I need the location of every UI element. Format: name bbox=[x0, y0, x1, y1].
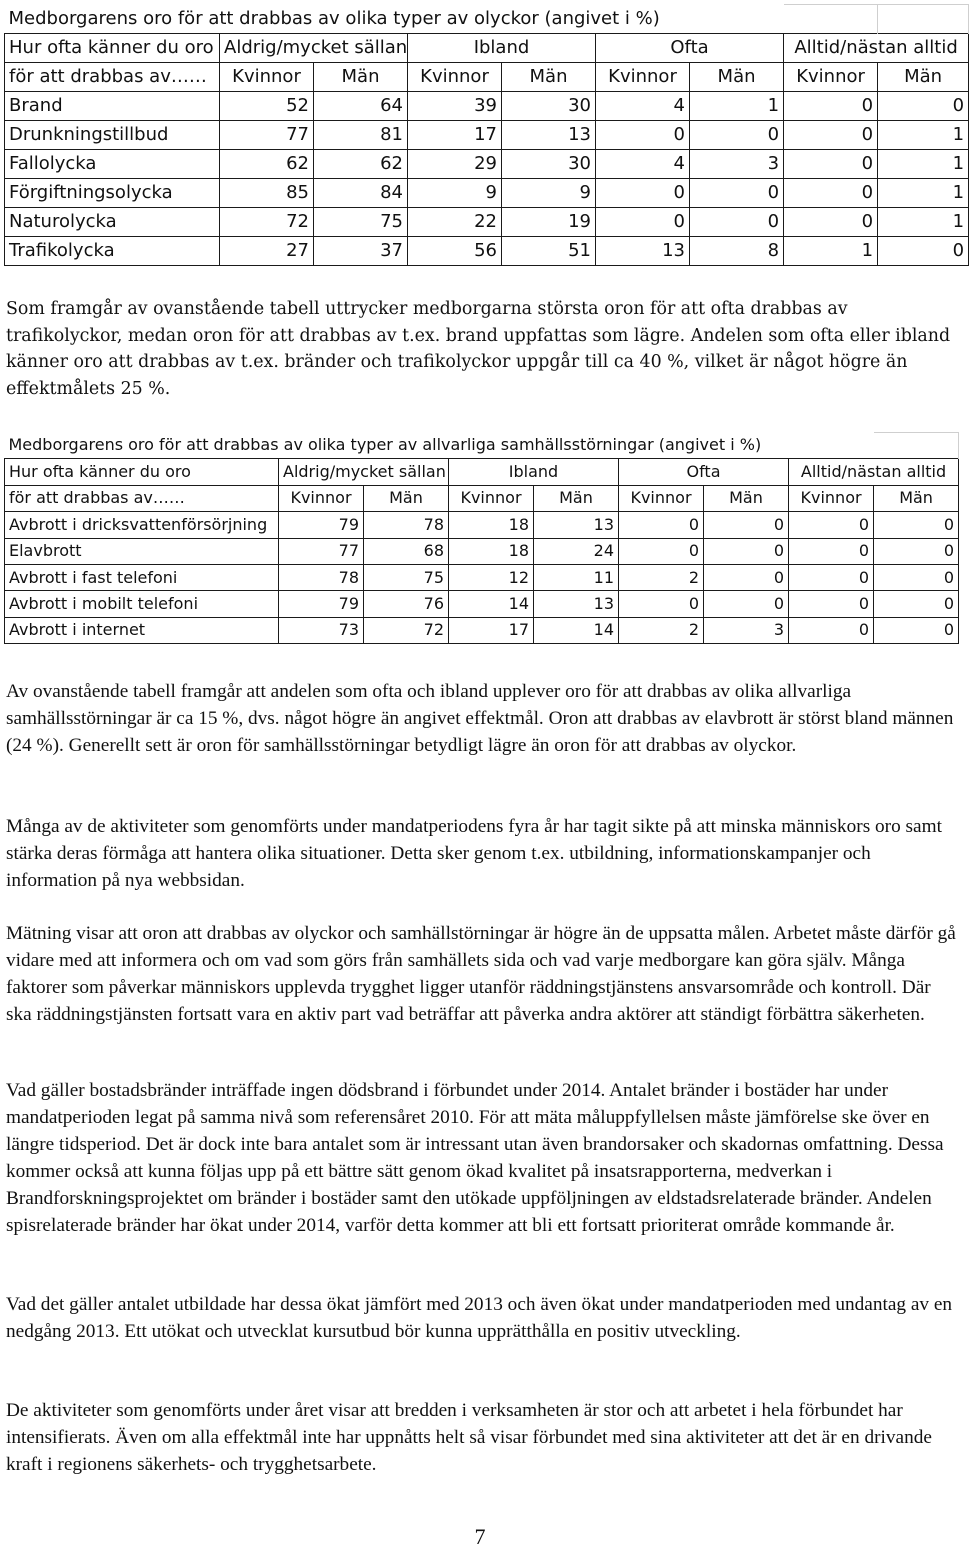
empty-cell bbox=[878, 5, 969, 34]
value-cell: 0 bbox=[704, 512, 789, 538]
value-cell: 84 bbox=[314, 179, 408, 208]
row-label: Avbrott i dricksvattenförsörjning bbox=[5, 512, 279, 538]
table-row bbox=[5, 179, 969, 208]
paragraph: Mätning visar att oron att drabbas av olyckor och samhällstörningar är högre än de uppsatta målen. Arbetet måste därför gå vidare med att informera och om vad som görs från samhällets sida och vad varje medborgare kan göra själv. Många faktorer som påverkar människors upplevda trygghet ligger utanför räddningstjänstens ansvarsområde och kontroll. Där ska räddningstjänsten fortsatt vara en aktiv part vad beträffar att påverka andra aktörer att ständigt förbättra säkerheten. bbox=[6, 923, 956, 1025]
gender-header: Kvinnor bbox=[784, 63, 878, 92]
value-cell: 0 bbox=[874, 564, 959, 590]
table-row bbox=[5, 237, 969, 266]
question-header: för att drabbas av…… bbox=[5, 485, 279, 511]
value-cell: 17 bbox=[408, 121, 502, 150]
row-label: Fallolycka bbox=[5, 150, 220, 179]
value-cell: 0 bbox=[619, 512, 704, 538]
value-cell: 0 bbox=[704, 564, 789, 590]
disruption-worry-table bbox=[4, 432, 959, 644]
value-cell: 1 bbox=[878, 179, 969, 208]
value-cell: 37 bbox=[314, 237, 408, 266]
value-cell: 77 bbox=[279, 538, 364, 564]
gender-header: Kvinnor bbox=[619, 485, 704, 511]
value-cell: 0 bbox=[690, 208, 784, 237]
row-label: Drunkningstillbud bbox=[5, 121, 220, 150]
question-header: Hur ofta känner du oro bbox=[5, 459, 279, 485]
value-cell: 9 bbox=[408, 179, 502, 208]
value-cell: 18 bbox=[449, 538, 534, 564]
paragraph: Många av de aktiviteter som genomförts under mandatperiodens fyra år har tagit sikte på att minska människors oro samt stärka deras förmåga att hantera olika situationer. Detta sker genom t.ex. utbildning, informationskampanjer och information på nya webbsidan. bbox=[6, 816, 942, 891]
value-cell: 3 bbox=[690, 150, 784, 179]
row-label: Brand bbox=[5, 92, 220, 121]
table-row bbox=[5, 92, 969, 121]
frequency-group-header: Aldrig/mycket sällan bbox=[220, 34, 408, 63]
value-cell: 27 bbox=[220, 237, 314, 266]
value-cell: 78 bbox=[279, 564, 364, 590]
value-cell: 13 bbox=[534, 591, 619, 617]
paragraph: Vad gäller bostadsbränder inträffade ingen dödsbrand i förbundet under 2014. Antalet bränder i bostäder har under mandatperioden legat på samma nivå som referensåret 2010. För att mäta måluppfyllelsen måste jämförelse ske över en längre tidsperiod. Det är dock inte bara antalet som är intressant utan även brandorsaker och skadornas omfattning. Dessa kommer också att kunna följas upp på ett bättre sätt genom ökad kvalitet på insatsrapporterna, medverkan i Brandforskningsprojektet om bränder i bostäder samt den utökade uppföljningen av eldstadsrelaterade bränder. Andelen spisrelaterade bränder har ökat under 2014, varför detta kommer att bli ett fortsatt prioriterat område kommande år. bbox=[6, 1080, 944, 1236]
value-cell: 0 bbox=[596, 179, 690, 208]
value-cell: 3 bbox=[704, 617, 789, 643]
value-cell: 0 bbox=[789, 617, 874, 643]
value-cell: 9 bbox=[502, 179, 596, 208]
value-cell: 1 bbox=[784, 237, 878, 266]
value-cell: 81 bbox=[314, 121, 408, 150]
value-cell: 11 bbox=[534, 564, 619, 590]
value-cell: 0 bbox=[704, 538, 789, 564]
value-cell: 0 bbox=[874, 617, 959, 643]
value-cell: 79 bbox=[279, 512, 364, 538]
gender-header: Kvinnor bbox=[449, 485, 534, 511]
value-cell: 0 bbox=[690, 121, 784, 150]
row-label: Avbrott i mobilt telefoni bbox=[5, 591, 279, 617]
value-cell: 72 bbox=[364, 617, 449, 643]
value-cell: 75 bbox=[314, 208, 408, 237]
value-cell: 72 bbox=[220, 208, 314, 237]
value-cell: 30 bbox=[502, 150, 596, 179]
frequency-group-header: Ibland bbox=[408, 34, 596, 63]
table-row bbox=[5, 150, 969, 179]
table-title: Medborgarens oro för att drabbas av olika typer av allvarliga samhällsstörningar (angivet i %) bbox=[8, 435, 762, 455]
value-cell: 29 bbox=[408, 150, 502, 179]
row-label: Förgiftningsolycka bbox=[5, 179, 220, 208]
value-cell: 0 bbox=[690, 179, 784, 208]
value-cell: 0 bbox=[874, 591, 959, 617]
value-cell: 14 bbox=[449, 591, 534, 617]
row-label: Avbrott i internet bbox=[5, 617, 279, 643]
value-cell: 0 bbox=[789, 564, 874, 590]
value-cell: 0 bbox=[704, 591, 789, 617]
value-cell: 73 bbox=[279, 617, 364, 643]
paragraph: Vad det gäller antalet utbildade har dessa ökat jämfört med 2013 och även ökat under mandatperioden med undantag av en nedgång 2013. Ett utökat och utvecklat kursutbud bör kunna upprätthålla en positiv utveckling. bbox=[6, 1294, 953, 1342]
gender-header: Män bbox=[364, 485, 449, 511]
row-label: Avbrott i fast telefoni bbox=[5, 564, 279, 590]
value-cell: 85 bbox=[220, 179, 314, 208]
frequency-group-header: Ofta bbox=[596, 34, 784, 63]
value-cell: 22 bbox=[408, 208, 502, 237]
row-label: Trafikolycka bbox=[5, 237, 220, 266]
frequency-group-header: Aldrig/mycket sällan bbox=[279, 459, 449, 485]
table-row bbox=[5, 538, 959, 564]
table-row bbox=[5, 564, 959, 590]
value-cell: 64 bbox=[314, 92, 408, 121]
value-cell: 0 bbox=[784, 92, 878, 121]
value-cell: 39 bbox=[408, 92, 502, 121]
value-cell: 68 bbox=[364, 538, 449, 564]
table-row bbox=[5, 121, 969, 150]
frequency-group-header: Ofta bbox=[619, 459, 789, 485]
value-cell: 30 bbox=[502, 92, 596, 121]
value-cell: 13 bbox=[502, 121, 596, 150]
value-cell: 0 bbox=[784, 179, 878, 208]
gender-header: Män bbox=[874, 485, 959, 511]
value-cell: 1 bbox=[878, 121, 969, 150]
value-cell: 13 bbox=[596, 237, 690, 266]
value-cell: 8 bbox=[690, 237, 784, 266]
value-cell: 0 bbox=[789, 591, 874, 617]
gender-header: Män bbox=[534, 485, 619, 511]
value-cell: 0 bbox=[596, 208, 690, 237]
table-row bbox=[5, 512, 959, 538]
value-cell: 0 bbox=[789, 512, 874, 538]
gender-header: Män bbox=[878, 63, 969, 92]
value-cell: 12 bbox=[449, 564, 534, 590]
value-cell: 78 bbox=[364, 512, 449, 538]
value-cell: 0 bbox=[784, 150, 878, 179]
gender-header: Kvinnor bbox=[279, 485, 364, 511]
gender-header: Män bbox=[502, 63, 596, 92]
empty-cell bbox=[874, 433, 959, 459]
value-cell: 2 bbox=[619, 564, 704, 590]
question-header: för att drabbas av…… bbox=[5, 63, 220, 92]
row-label: Naturolycka bbox=[5, 208, 220, 237]
value-cell: 0 bbox=[789, 538, 874, 564]
value-cell: 13 bbox=[534, 512, 619, 538]
value-cell: 0 bbox=[619, 591, 704, 617]
frequency-group-header: Alltid/nästan alltid bbox=[784, 34, 969, 63]
paragraph: Som framgår av ovanstående tabell uttrycker medborgarna största oron för att ofta drabbas av trafikolyckor, medan oron för att drabbas av t.ex. brand uppfattas som lägre. Andelen som ofta eller ibland känner oro att drabbas av t.ex. bränder och trafikolyckor uppgår till ca 40 %, vilket är något högre än effektmålets 25 %. bbox=[6, 299, 951, 399]
value-cell: 2 bbox=[619, 617, 704, 643]
value-cell: 1 bbox=[878, 150, 969, 179]
value-cell: 14 bbox=[534, 617, 619, 643]
gender-header: Kvinnor bbox=[789, 485, 874, 511]
value-cell: 77 bbox=[220, 121, 314, 150]
frequency-group-header: Alltid/nästan alltid bbox=[789, 459, 959, 485]
accident-worry-table bbox=[4, 4, 969, 266]
table-title: Medborgarens oro för att drabbas av olika typer av olyckor (angivet i %) bbox=[8, 7, 660, 29]
table-row bbox=[5, 208, 969, 237]
paragraph: Av ovanstående tabell framgår att andelen som ofta och ibland upplever oro för att drabbas av olika allvarliga samhällsstörningar är ca 15 %, dvs. något högre än angivet effektmål. Oron att drabbas av elavbrott är störst bland männen (24 %). Generellt sett är oron för samhällsstörningar betydligt lägre än oron för att drabbas av olyckor. bbox=[6, 681, 954, 756]
gender-header: Män bbox=[314, 63, 408, 92]
value-cell: 0 bbox=[874, 538, 959, 564]
value-cell: 1 bbox=[690, 92, 784, 121]
value-cell: 4 bbox=[596, 150, 690, 179]
value-cell: 0 bbox=[874, 512, 959, 538]
gender-header: Kvinnor bbox=[220, 63, 314, 92]
table-row bbox=[5, 591, 959, 617]
value-cell: 0 bbox=[596, 121, 690, 150]
value-cell: 24 bbox=[534, 538, 619, 564]
gender-header: Kvinnor bbox=[408, 63, 502, 92]
page-number: 7 bbox=[474, 1524, 486, 1549]
paragraph: De aktiviteter som genomförts under året visar att bredden i verksamheten är stor och att arbetet i hela förbundet har intensifierats. Även om alla effektmål inte har uppnåtts helt så visar förbundet med sina aktiviteter att det är en drivande kraft i regionens säkerhets- och trygghetsarbete. bbox=[6, 1400, 932, 1475]
value-cell: 0 bbox=[784, 208, 878, 237]
value-cell: 56 bbox=[408, 237, 502, 266]
value-cell: 19 bbox=[502, 208, 596, 237]
value-cell: 0 bbox=[619, 538, 704, 564]
value-cell: 62 bbox=[314, 150, 408, 179]
value-cell: 0 bbox=[878, 92, 969, 121]
value-cell: 17 bbox=[449, 617, 534, 643]
value-cell: 79 bbox=[279, 591, 364, 617]
value-cell: 4 bbox=[596, 92, 690, 121]
gender-header: Män bbox=[690, 63, 784, 92]
frequency-group-header: Ibland bbox=[449, 459, 619, 485]
value-cell: 75 bbox=[364, 564, 449, 590]
row-label: Elavbrott bbox=[5, 538, 279, 564]
value-cell: 76 bbox=[364, 591, 449, 617]
gender-header: Kvinnor bbox=[596, 63, 690, 92]
value-cell: 52 bbox=[220, 92, 314, 121]
table-row bbox=[5, 617, 959, 643]
value-cell: 62 bbox=[220, 150, 314, 179]
value-cell: 51 bbox=[502, 237, 596, 266]
value-cell: 18 bbox=[449, 512, 534, 538]
value-cell: 1 bbox=[878, 208, 969, 237]
value-cell: 0 bbox=[878, 237, 969, 266]
value-cell: 0 bbox=[784, 121, 878, 150]
gender-header: Män bbox=[704, 485, 789, 511]
empty-cell bbox=[784, 5, 878, 34]
question-header: Hur ofta känner du oro bbox=[5, 34, 220, 63]
